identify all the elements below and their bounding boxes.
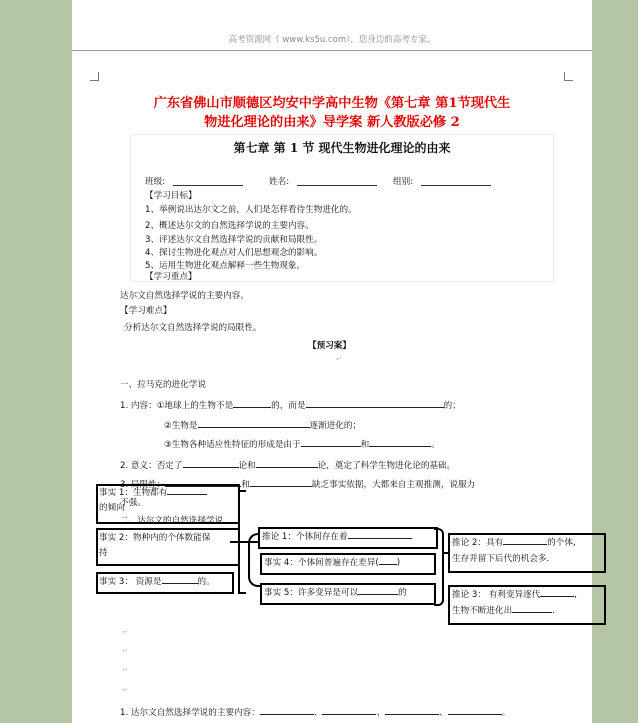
s1-meaning-a: 2. 意义：否定了 [120, 461, 183, 471]
blank [358, 594, 398, 595]
blank [233, 407, 271, 408]
blank [540, 596, 574, 597]
inference2-text-c: 生存并留下后代的机会多. [452, 554, 550, 564]
blank [348, 538, 412, 539]
inference1-text: 推论 1：个体间存在着 [262, 532, 348, 542]
blank [183, 467, 239, 468]
inference2-text: 推论 2：具有 [452, 538, 504, 548]
fact4-text-b: ) [396, 558, 401, 568]
paragraph-mark: ↵ [122, 628, 128, 636]
inference3-label-2 [452, 604, 555, 616]
inference3-text: 推论 3： 有利变异逐代 [452, 590, 541, 600]
blank [260, 714, 314, 715]
fact3-text: 事实 3： 资源是 [99, 577, 162, 587]
fact1-text: 事实 1：生物都有 [99, 488, 168, 498]
s1-content-c: 的； [443, 401, 461, 411]
section2-heading: 二、达尔文的自然选择学说 [120, 516, 224, 526]
inference2-label [452, 536, 576, 548]
name-label: 姓名: [269, 177, 290, 187]
fact5-label [264, 586, 407, 598]
s1-content-a: 1. 内容：①地球上的生物不是 [120, 401, 234, 411]
inference3-label [452, 588, 577, 600]
s1-item3-b: 和 [360, 440, 370, 450]
crop-mark [564, 72, 573, 81]
blank [322, 714, 376, 715]
goal-item: 1、举例说出达尔文之前，人们是怎样看待生物进化的。 [145, 205, 357, 215]
s1-content-b: 的，而是 [271, 401, 306, 411]
s1-meaning-b: 论和 [238, 461, 256, 471]
doc-title-line1: 广东省佛山市顺德区均安中学高中生物《第七章 第1节现代生 [153, 96, 511, 111]
chapter-title: 第七章 第 1 节 现代生物进化理论的由来 [233, 141, 451, 155]
inference3-text-d: . [552, 606, 555, 616]
fact3-label [99, 575, 215, 587]
s1-item2-a: ②生物是 [164, 421, 198, 431]
s1-item2-row [164, 419, 361, 431]
bottom-question-row: 1. 达尔文自然选择学说的主要内容： 、 、 、 。 [120, 708, 511, 718]
blank [306, 407, 444, 408]
blank [250, 486, 312, 487]
blank [301, 446, 361, 447]
group-label: 组别: [393, 177, 414, 187]
fact1-label [99, 486, 207, 498]
section1-heading: 一、拉马克的进化学说 [120, 380, 206, 390]
s1-item3-row [164, 438, 440, 450]
fact4-label [264, 556, 400, 568]
s1-limit-b: 和 [241, 480, 250, 490]
s1-item2-b: 逐渐进化的； [309, 421, 362, 431]
s1-item3-a: ③生物各种适应性特征的形成是由于 [164, 440, 301, 450]
paragraph-mark: ↵ [122, 666, 128, 674]
bracket-tick [238, 592, 246, 594]
fact3-text-b: 的。 [197, 577, 215, 587]
preview-heading: 【预习案】 [308, 341, 351, 351]
goal-item: 4、探讨生物进化观点对人们思想观念的影响。 [145, 248, 323, 258]
blank [162, 583, 198, 584]
goal-item: 5、运用生物进化观点解释一些生物现象。 [145, 261, 306, 271]
inference3-text-c: 生物不断进化出 [452, 606, 513, 616]
header-rule [72, 50, 592, 51]
bracket-right [434, 528, 444, 606]
blank [503, 544, 547, 545]
s1-limit-a: 3. 局限性： [120, 480, 166, 490]
crop-mark [90, 72, 99, 81]
s1-meaning-row [120, 459, 455, 471]
blank [167, 494, 207, 495]
fact2-text: 事实 2：物种内的个体数能保 [99, 533, 211, 543]
s1-content-row [120, 399, 461, 411]
blank [369, 446, 431, 447]
goal-item: 3、评述达尔文自然选择学说的贡献和局限性。 [145, 235, 323, 245]
document-page [72, 0, 592, 723]
group-blank [421, 185, 491, 186]
fact5-text-b: 的 [398, 588, 407, 598]
fact5-text: 事实 5：许多变异是可以 [264, 588, 359, 598]
difficulty-point: 分析达尔文自然选择学说的局限性。 [124, 323, 262, 333]
key-heading: 【学习重点】 [145, 272, 197, 282]
paragraph-mark: ↵ [122, 686, 128, 694]
inference3-text-b: , [574, 590, 578, 600]
fact1-text-b: 的倾向 [99, 503, 125, 513]
blank [448, 714, 502, 715]
bottom-question: 1. 达尔文自然选择学说的主要内容： [120, 708, 260, 718]
blank [198, 427, 310, 428]
goals-heading: 【学习目标】 [145, 191, 197, 201]
difficulty-heading: 【学习难点】 [120, 306, 172, 316]
blank [385, 714, 439, 715]
class-label: 班级: [145, 177, 166, 187]
bracket-tick [238, 490, 246, 492]
class-blank [173, 185, 243, 186]
key-point: 达尔文自然选择学说的主要内容。 [120, 291, 249, 301]
paragraph-mark: ↵ [336, 355, 342, 363]
paragraph-mark: ↵ [122, 647, 128, 655]
inset-image [130, 134, 554, 282]
s1-item3-c: 。 [431, 440, 440, 450]
inference1-label [262, 530, 412, 542]
doc-title-line2: 物进化理论的由来》导学案 新人教版必修 2 [204, 115, 460, 130]
s1-meaning-c: 论，奠定了科学生物进化论的基础。 [317, 461, 456, 471]
blank [512, 612, 552, 613]
page-header: 高考资源网（ www.ks5u.com），您身边的高考专家。 [228, 35, 436, 45]
name-blank [297, 185, 377, 186]
goal-item: 2、概述达尔文的自然选择学说的主要内容。 [145, 221, 314, 231]
inference2-text-b: 的个体, [547, 538, 576, 548]
fact2-text-b: 持 [99, 548, 108, 558]
blank [256, 467, 318, 468]
s1-limit-d: 不强。 [120, 498, 146, 508]
s1-limit-c: 缺乏事实依据，大都来自主观推测，说服力 [311, 480, 476, 490]
fact4-text: 事实 4：个体间普遍存在差异( [264, 558, 379, 568]
blank [379, 564, 397, 565]
